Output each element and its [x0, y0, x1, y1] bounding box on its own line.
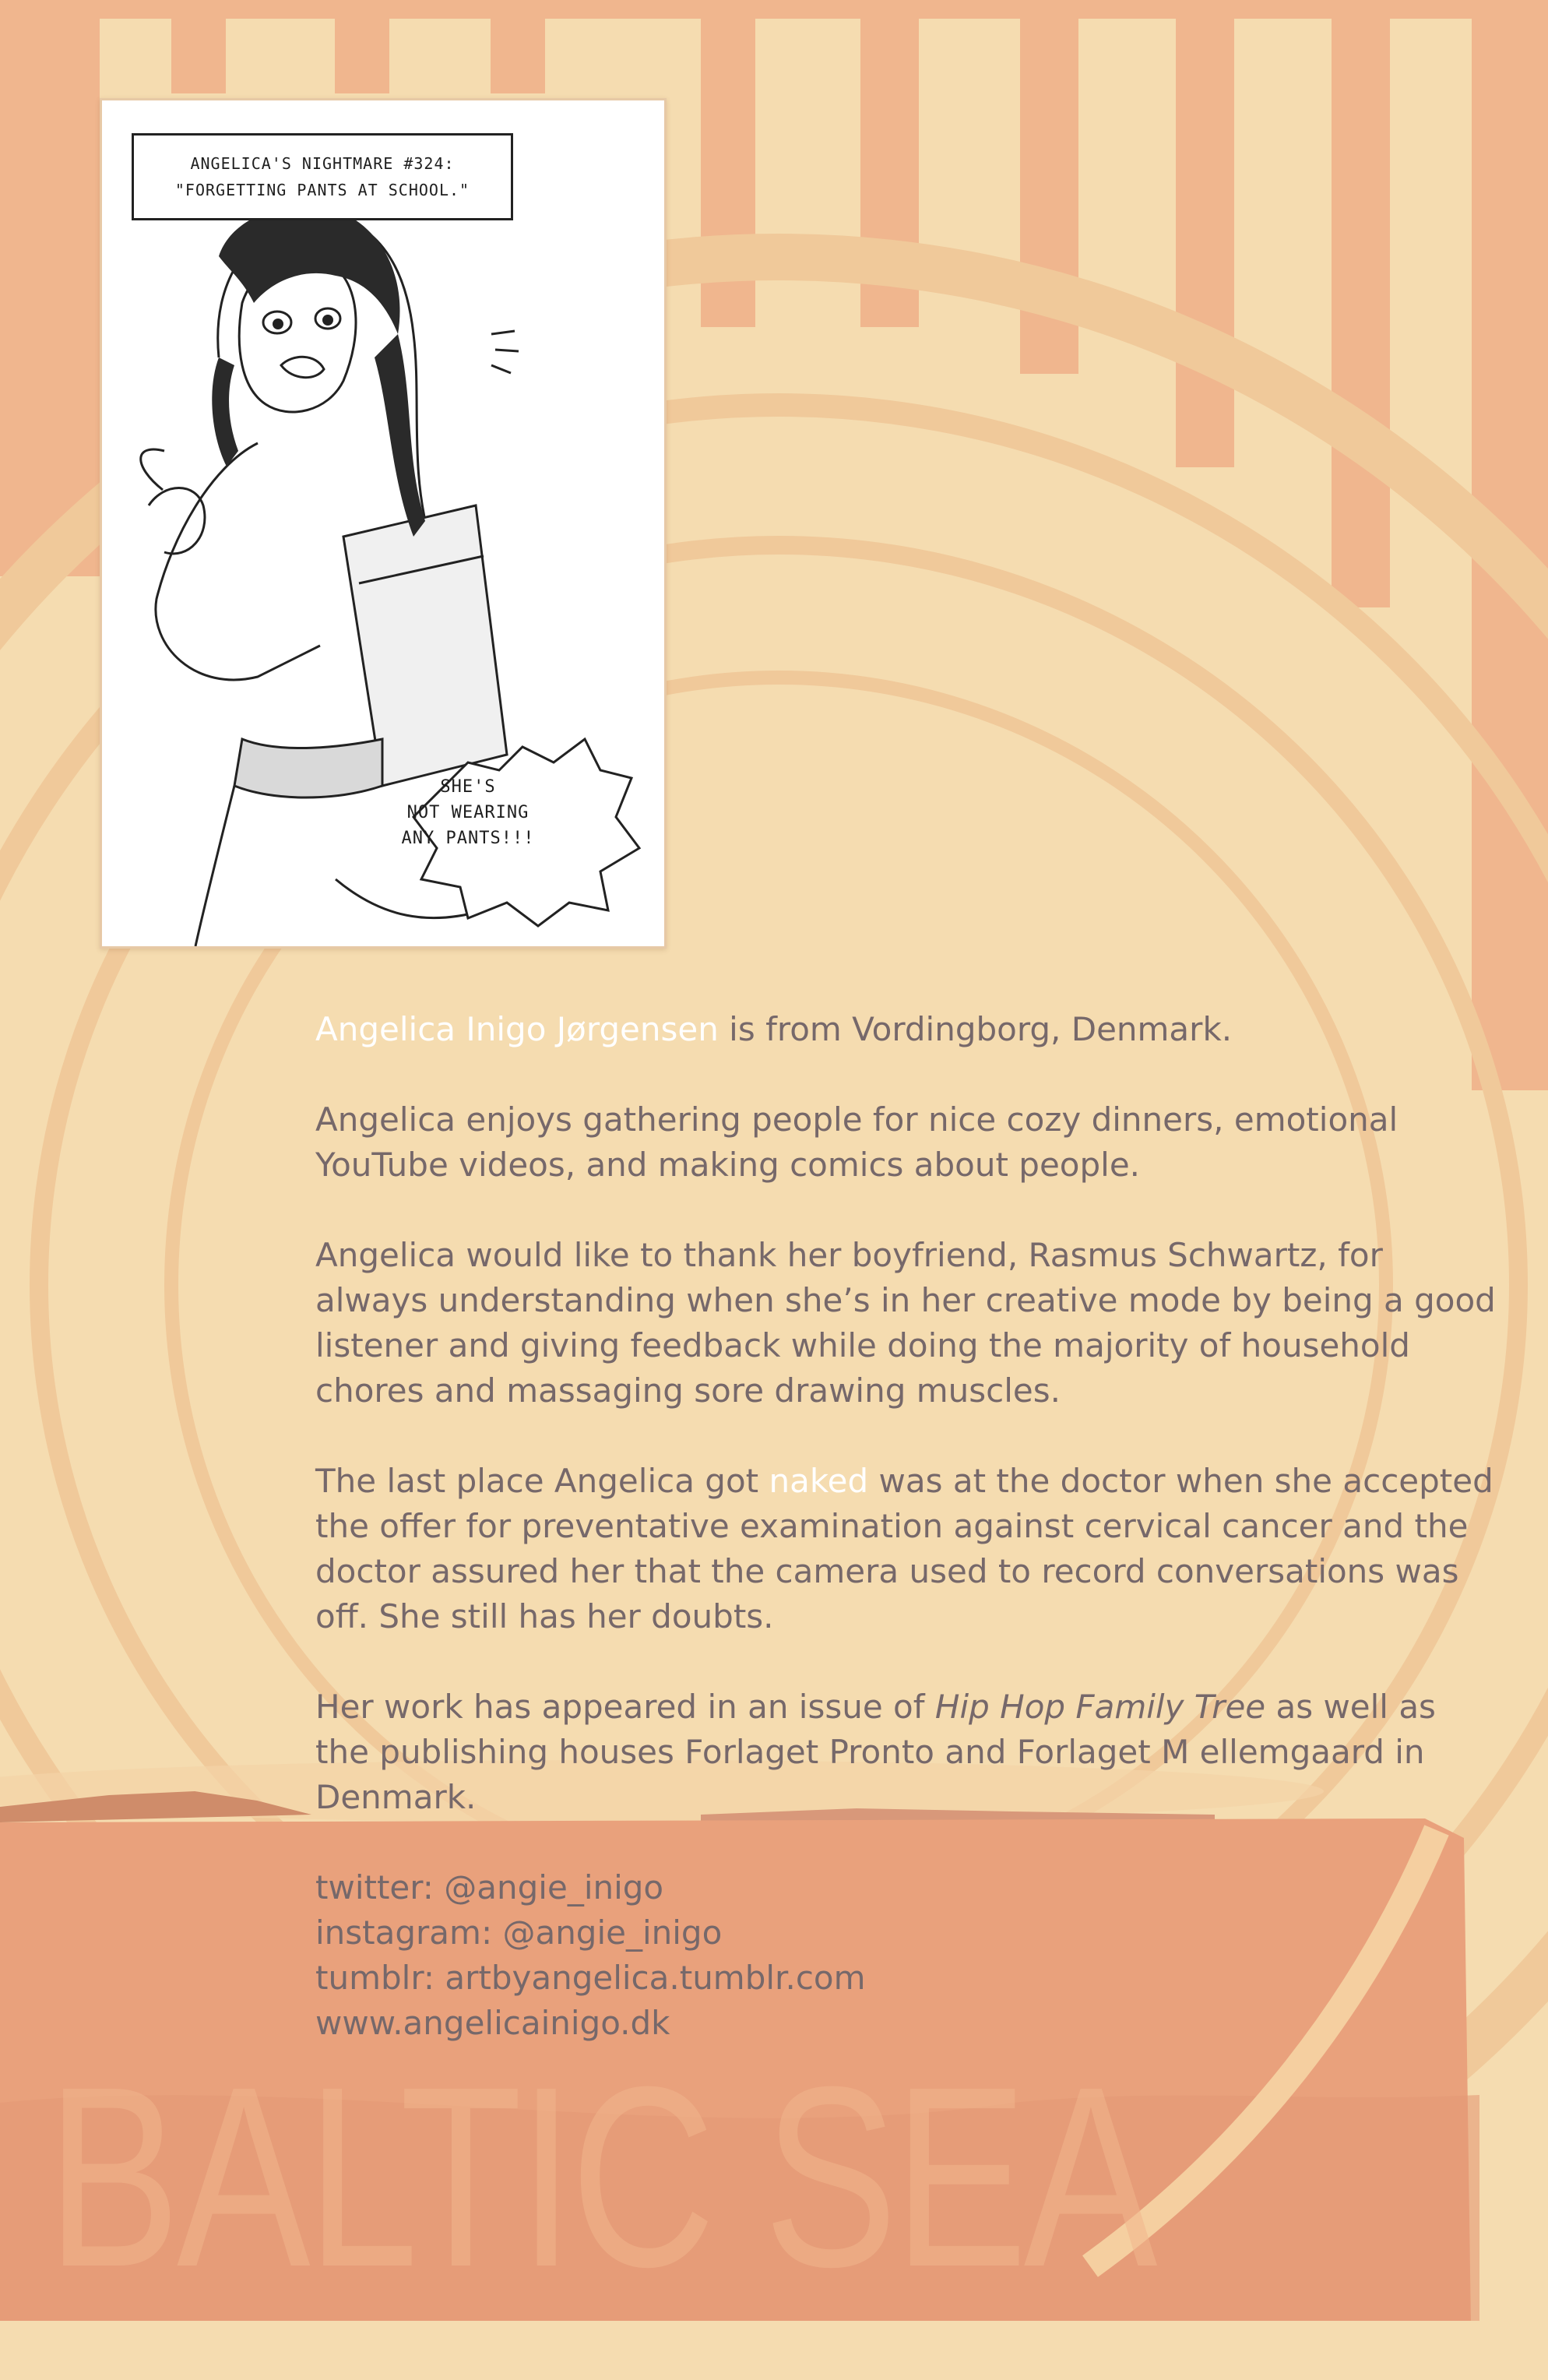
bio-paragraph-thanks: Angelica would like to thank her boyfriend, Rasmus Schwartz, for always understanding when she’s in her creative mode by being a good listener and giving feedback while doing the majority of household chores and massaging sore drawing muscles. [315, 1236, 1496, 1410]
caption-line-2: "FORGETTING PANTS AT SCHOOL." [174, 181, 470, 199]
bio-paragraph-naked: The last place Angelica got naked was at the doctor when she accepted the offer for preventative examination against cervical cancer and the doctor assured her that the camera used to record conversations was off. She still has her doubts. [315, 1462, 1493, 1635]
bio-text [315, 1007, 1499, 2046]
caption-box [132, 133, 513, 220]
work-title: Hip Hop Family Tree [934, 1688, 1266, 1726]
author-name: Angelica Inigo Jørgensen [315, 1010, 719, 1048]
comic-panel [100, 98, 667, 949]
social-tumblr[interactable]: tumblr: artbyangelica.tumblr.com [315, 1959, 866, 1997]
caption-line-1: ANGELICA'S NIGHTMARE #324: [190, 154, 455, 173]
speech-bubble-text: SHE'S NOT WEARING ANY PANTS!!! [401, 777, 535, 848]
social-instagram[interactable]: instagram: @angie_inigo [315, 1914, 723, 1952]
highlight-naked: naked [769, 1462, 869, 1500]
social-twitter[interactable]: twitter: @angie_inigo [315, 1868, 664, 1906]
bio-paragraph-origin: Angelica Inigo Jørgensen is from Vordingborg, Denmark. [315, 1010, 1233, 1048]
bio-paragraph-interests: Angelica enjoys gathering people for nice cozy dinners, emotional YouTube videos, and making comics about people. [315, 1100, 1398, 1184]
bio-paragraph-work: Her work has appeared in an issue of Hip Hop Family Tree as well as the publishing houses Forlaget Pronto and Forlaget M ellemgaard in Denmark. [315, 1688, 1436, 1816]
website-link[interactable]: www.angelicainigo.dk [315, 2004, 670, 2042]
baltic-sea-watermark: BALTIC SEA [47, 2033, 1154, 2320]
